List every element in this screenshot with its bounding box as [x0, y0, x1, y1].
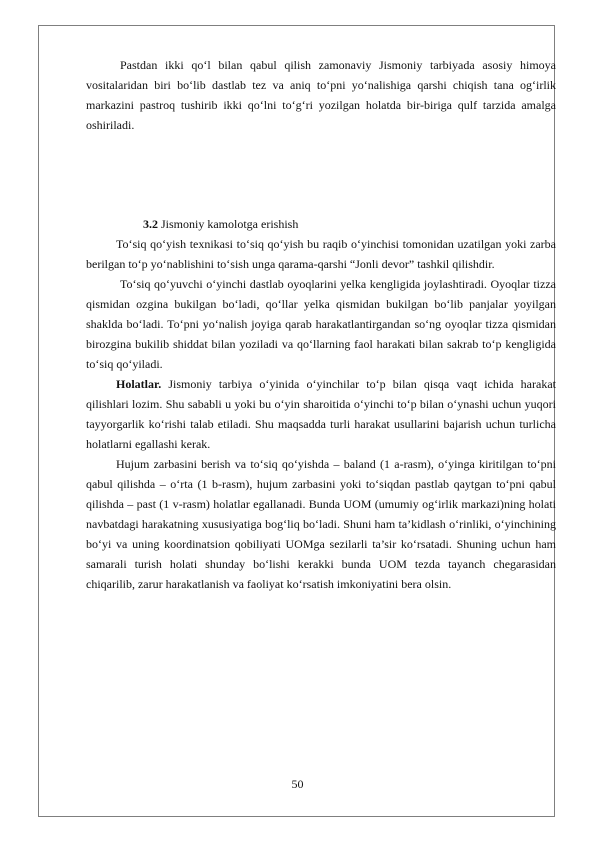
- page-number: 50: [291, 777, 304, 791]
- positions-text: Jismoniy tarbiya o‘yinida o‘yinchilar to‘p bilan qisqa vaqt ichida harakat qilishlari lozim. Shu sababli u yoki bu o‘yin sharoitida o‘yinchi to‘p bilan o‘ynashi uchun yuqori tayyorgarlik ko‘rishi talab etiladi. Shu maqsadda turli harakat usullarini bajarish uchun turlicha holatlarni egallashi kerak.: [86, 377, 556, 451]
- document-body: [86, 55, 556, 594]
- paragraph-attack-positions: Hujum zarbasini berish va to‘siq qo‘yishda – baland (1 a-rasm), o‘yinga kiritilgan to‘pni qabul qilishda – o‘rta (1 b-rasm), hujum zarbasini yoki to‘siqdan pastlab qaytgan to‘pni qabul qilishda – past (1 v-rasm) holatlar egallanadi. Bunda UOM (umumiy og‘irlik markazi)ning holati navbatdagi harakatning xususiyatiga bog‘liq bo‘ladi. Shuni ham ta’kidlash o‘rinliki, o‘yinchining bo‘yi va uning koordinatsion qobiliyati UOMga sezilarli ta’sir ko‘rsatadi. Shuning uchun ham samarali turish holati shunday bo‘lishi kerakki bunda UOM tezda tayanch chegarasidan chiqarilib, zarur harakatlanish va faoliyat ko‘rsatish imkoniyatini bera olsin.: [86, 457, 556, 591]
- paragraph-blocking-technique: To‘siq qo‘yuvchi o‘yinchi dastlab oyoqlarini yelka kengligida joylashtiradi. Oyoqlar tizza qismidan ozgina bukilgan bo‘ladi, qo‘llar yelka qismidan bukilgan bo‘lib panjalar yoyilgan shaklda bo‘ladi. To‘pni yo‘nalish joyiga qarab harakatlantirgandan so‘ng oyoqlar tizza qismidan birozgina bukilib shiddat bilan yoziladi va qo‘llarning faol harakati bilan sakrab to‘p kengligida to‘siq qo‘yiladi.: [86, 277, 556, 371]
- section-title: Jismoniy kamolotga erishish: [161, 217, 299, 231]
- section-number: 3.2: [143, 217, 158, 231]
- blank-space: [86, 135, 556, 214]
- paragraph-receiving: Pastdan ikki qo‘l bilan qabul qilish zamonaviy Jismoniy tarbiyada asosiy himoya vositalaridan biri bo‘lib dastlab tez va aniq to‘pni yo‘nalishiga qarshi chiqish tana og‘irlik markazini pastroq tushirib ikki qo‘lni to‘g‘ri yozilgan holatda bir-biriga qulf tarzida amalga oshiriladi.: [86, 58, 556, 132]
- paragraph-positions: [86, 374, 556, 454]
- section-heading: [86, 214, 556, 234]
- paragraph-blocking-definition: To‘siq qo‘yish texnikasi to‘siq qo‘yish bu raqib o‘yinchisi tomonidan uzatilgan yoki zarba berilgan to‘p yo‘nablishini to‘sish unga qarama-qarshi “Jonli devor” tashkil qilishdir.: [86, 237, 556, 271]
- positions-lead: Holatlar.: [116, 377, 162, 391]
